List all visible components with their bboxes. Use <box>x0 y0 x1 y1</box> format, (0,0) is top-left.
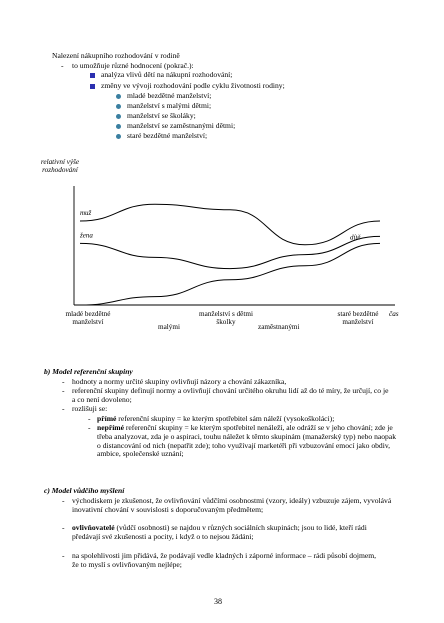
x-tick-label: mladé bezdětné manželství <box>65 310 111 327</box>
bold-term: ovlivňovatelé <box>72 523 115 532</box>
chart-ylabel: relativní výše rozhodování <box>40 158 80 175</box>
section-b-item: rozlišuji se: <box>72 404 108 413</box>
series-label: žena <box>80 231 93 240</box>
x-tick-label: zaměstnanými <box>258 323 300 331</box>
bullet-dash: - <box>62 386 65 395</box>
bullet-dash: - <box>62 496 65 505</box>
intro-heading: Nalezení nákupního rozhodování v rodině <box>52 51 180 60</box>
stage-0: mladé bezdětné manželství; <box>127 91 212 100</box>
x-tick-label: manželství s dětmi školky <box>199 310 253 327</box>
section-c-item <box>72 497 392 515</box>
bullet-dash: - <box>62 377 65 386</box>
item-text: na spolehlivosti jim přidává, že podávají vedle kladných i záporné informace – rádi působí dojmem, že to myslí s ovlivňovaným nejlépe; <box>72 551 377 569</box>
bold-term: nepřímé <box>97 423 124 432</box>
section-c-item <box>72 524 382 542</box>
stage-4: staré bezdětné manželství; <box>127 131 208 140</box>
stage-1: manželství s malými dětmi; <box>127 101 212 110</box>
section-b-sub-item <box>97 424 397 459</box>
section-b-item: hodnoty a normy určité skupiny ovlivňují názory a chování zákazníka, <box>72 377 287 386</box>
bullet-dash: - <box>88 423 91 432</box>
section-c-item <box>72 552 382 570</box>
chart-xlabel: čas <box>389 310 399 318</box>
bullet-dash: - <box>62 551 65 560</box>
page-number: 38 <box>214 597 222 606</box>
series-line-1 <box>80 236 380 268</box>
bullet-dash: - <box>88 414 91 423</box>
bullet-dash: - <box>62 523 65 532</box>
intro-bullet: to umožňuje různé hodnocení (pokrač.): <box>72 61 194 70</box>
x-tick-label: malými <box>158 323 180 331</box>
item-text: východiskem je zkušenost, že ovlivňování vůdčími osobnostmi (vzory, ideály) vzbuzuje zájem, vyvolává inovativní chování v souvislosti s doporučovaným předmětem; <box>72 496 392 514</box>
series-line-0 <box>80 204 380 245</box>
series-label: muž <box>80 209 92 217</box>
item-text: (vůdčí osobnosti) se najdou v různých sociálních skupinách; jsou to lidé, kteří rádi předávají své zkušenosti a pocity, i když o to nejsou žádáni; <box>72 523 367 541</box>
sub-text: referenční skupiny = ke kterým spotřebitel sám náleží (vysokoškoláci); <box>116 414 335 423</box>
sub-item-1: změny ve vývoji rozhodování podle cyklu životnosti rodiny; <box>101 81 285 90</box>
stage-3: manželství se zaměstnanými dětmi; <box>127 121 236 130</box>
bullet-dash: - <box>62 404 65 413</box>
bold-term: přímé <box>97 414 117 423</box>
section-b-title: b) Model referenční skupiny <box>44 367 133 376</box>
sub-text: referenční skupiny = ke kterým spotřebitel nenáleží, ale odráží se v jeho chování; zde je třeba analyzovat, zda je o aspiraci, touhu náležet k těmto skupinám (manažerský typ) nebo naopak o distancování od nich (nepatřit zde); toho využívají marketéři při vzbuzování emocí jako obdiv, ambice, společenské uznání; <box>97 423 396 459</box>
bullet-dash: - <box>61 61 64 70</box>
section-b-item: referenční skupiny definují normy a ovlivňují chování určitého okruhu lidí až do té míry, že určují, co je a co není dovoleno; <box>72 386 389 404</box>
stage-2: manželství se školáky; <box>127 111 196 120</box>
x-tick-label: staré bezdětné manželství <box>337 310 379 327</box>
series-label: dítě <box>350 233 361 242</box>
section-c-title: c) Model vůdčího myšlení <box>44 486 125 495</box>
sub-item-0: analýza vlivů dětí na nákupní rozhodování; <box>101 70 233 79</box>
